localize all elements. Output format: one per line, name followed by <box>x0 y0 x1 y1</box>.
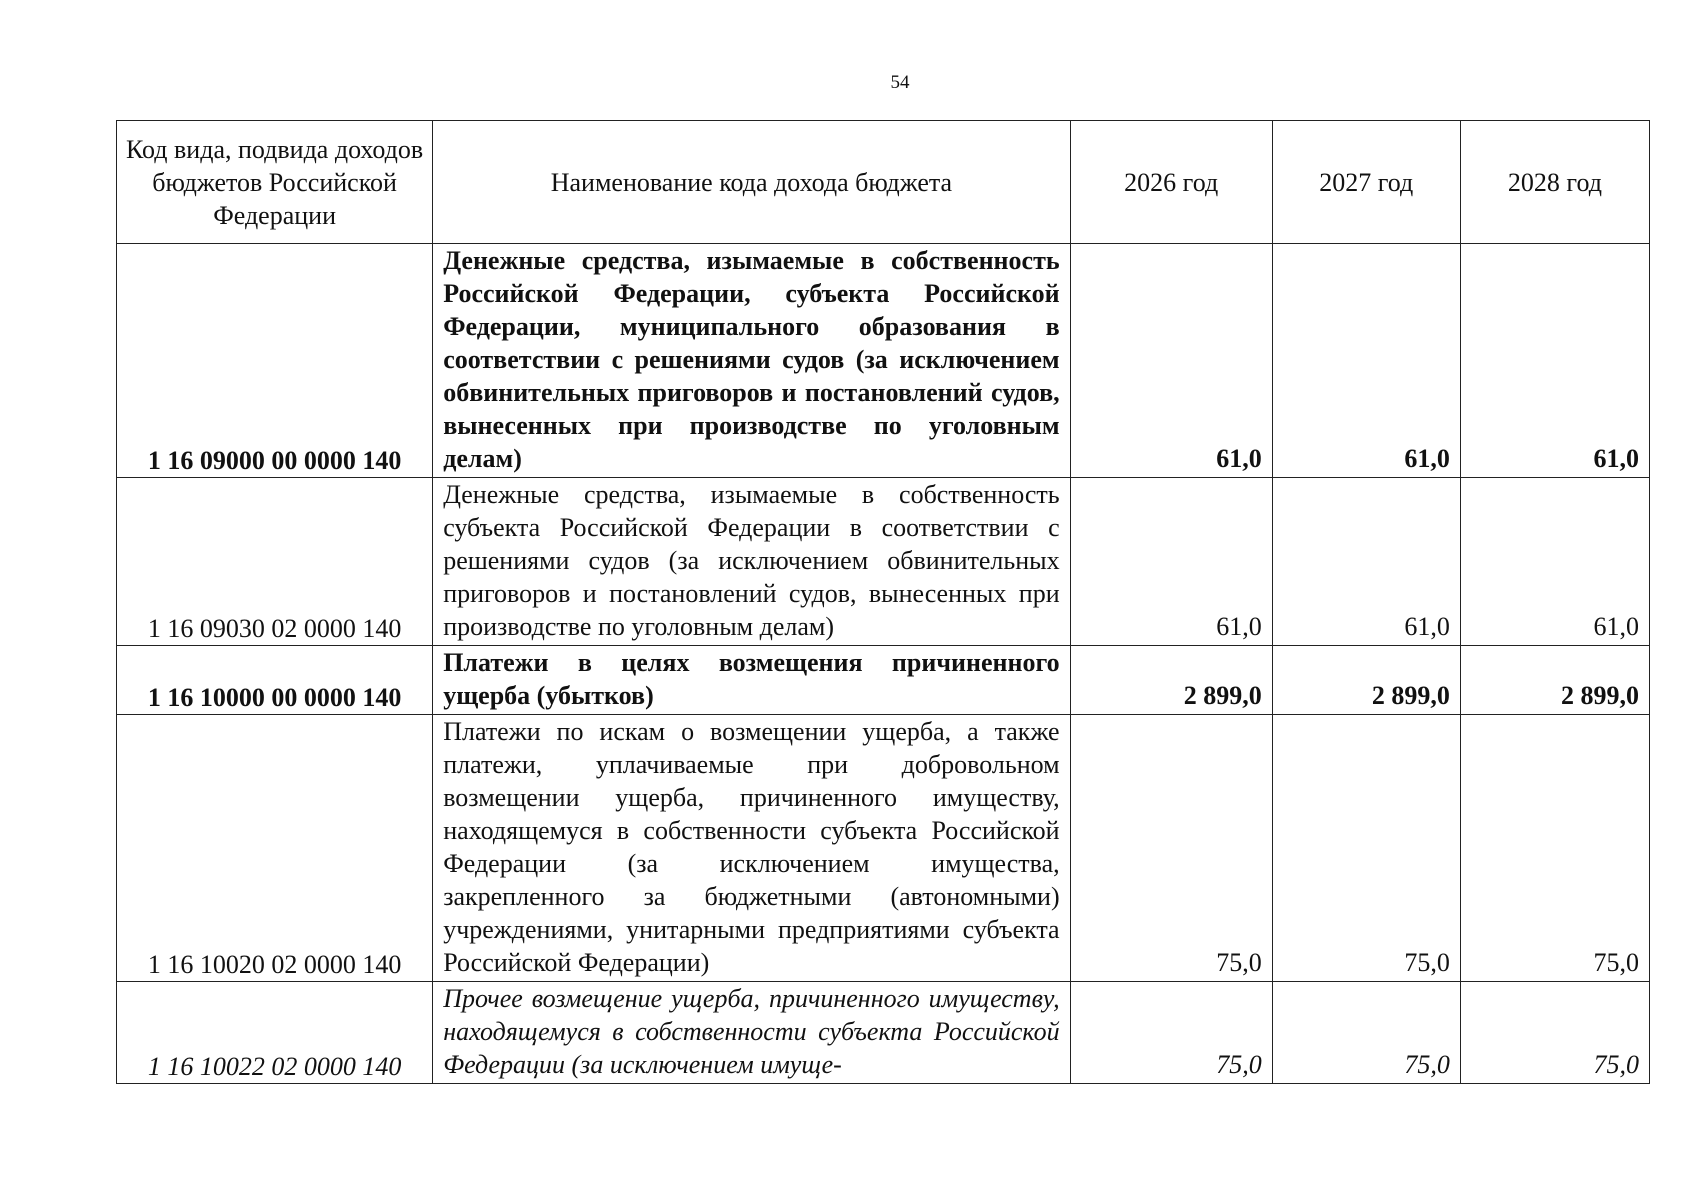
header-code: Код вида, подвида доходов бюджетов Российской Федерации <box>117 121 433 244</box>
row-value-2027: 61,0 <box>1272 478 1460 646</box>
row-name: Платежи по искам о возмещении ущерба, а также платежи, уплачиваемые при добровольном возмещении ущерба, причиненного имуществу, находящемуся в собственности субъекта Российской Федерации (за исключением имущества, закрепленного за бюджетными (автономными) учреждениями, унитарными предприятиями субъекта Российской Федерации) <box>433 715 1070 982</box>
row-code: 1 16 09030 02 0000 140 <box>117 478 433 646</box>
page-number: 54 <box>890 72 910 93</box>
row-value-2028: 75,0 <box>1460 715 1649 982</box>
header-2027: 2027 год <box>1272 121 1460 244</box>
row-value-2027: 75,0 <box>1272 982 1460 1084</box>
table-row <box>117 982 1650 1084</box>
row-name: Прочее возмещение ущерба, причиненного имуществу, находящемуся в собственности субъекта Российской Федерации (за исключением имуще- <box>433 982 1070 1084</box>
row-name: Денежные средства, изымаемые в собственность Российской Федерации, субъекта Российской Федерации, муниципального образования в соответствии с решениями судов (за исключением обвинительных приговоров и постановлений судов, вынесенных при производстве по уголовным делам) <box>433 244 1070 478</box>
row-value-2026: 75,0 <box>1070 715 1272 982</box>
table-row <box>117 715 1650 982</box>
row-value-2026: 61,0 <box>1070 244 1272 478</box>
row-value-2027: 75,0 <box>1272 715 1460 982</box>
row-value-2028: 75,0 <box>1460 982 1649 1084</box>
row-code: 1 16 09000 00 0000 140 <box>117 244 433 478</box>
row-value-2028: 2 899,0 <box>1460 646 1649 715</box>
table-header-row <box>117 121 1650 244</box>
header-2028: 2028 год <box>1460 121 1649 244</box>
row-value-2026: 75,0 <box>1070 982 1272 1084</box>
table-row <box>117 244 1650 478</box>
row-value-2026: 61,0 <box>1070 478 1272 646</box>
row-name: Платежи в целях возмещения причиненного ущерба (убытков) <box>433 646 1070 715</box>
row-code: 1 16 10000 00 0000 140 <box>117 646 433 715</box>
header-2026: 2026 год <box>1070 121 1272 244</box>
table-row <box>117 478 1650 646</box>
row-code: 1 16 10020 02 0000 140 <box>117 715 433 982</box>
header-name: Наименование кода дохода бюджета <box>433 121 1070 244</box>
row-value-2028: 61,0 <box>1460 244 1649 478</box>
revenue-table <box>116 120 1650 1084</box>
row-value-2028: 61,0 <box>1460 478 1649 646</box>
row-value-2027: 61,0 <box>1272 244 1460 478</box>
row-value-2027: 2 899,0 <box>1272 646 1460 715</box>
table-row <box>117 646 1650 715</box>
row-code: 1 16 10022 02 0000 140 <box>117 982 433 1084</box>
row-value-2026: 2 899,0 <box>1070 646 1272 715</box>
row-name: Денежные средства, изымаемые в собственность субъекта Российской Федерации в соответствии с решениями судов (за исключением обвинительных приговоров и постановлений судов, вынесенных при производстве по уголовным делам) <box>433 478 1070 646</box>
